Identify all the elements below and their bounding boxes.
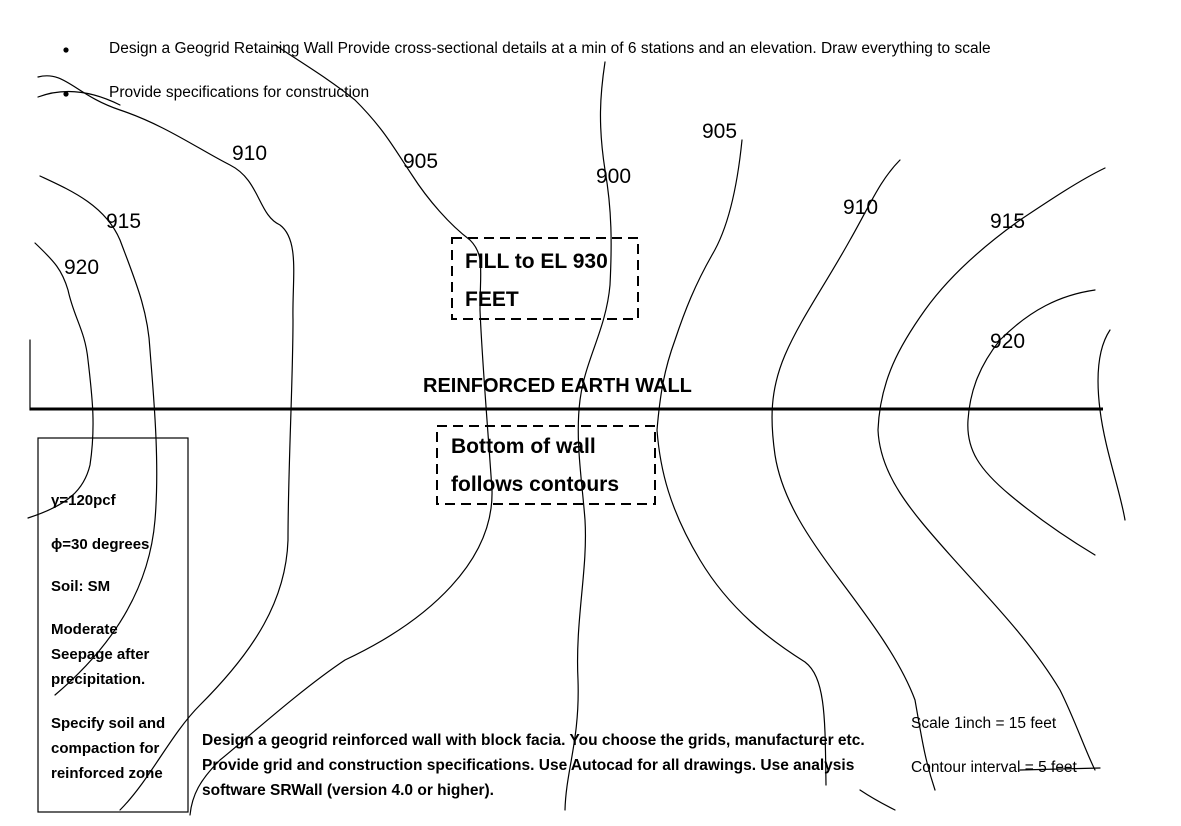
bottom-box-line-2: follows contours	[451, 473, 619, 496]
bullet-dot-2	[63, 91, 68, 96]
contour-label-920-right: 920	[990, 330, 1026, 353]
contour-label-920-left: 920	[64, 256, 100, 279]
param-specify-line-2: compaction for	[51, 740, 160, 757]
contour-line-920-right	[968, 290, 1095, 555]
contour-label-915-left: 915	[106, 210, 142, 233]
task-bullet-1: Design a Geogrid Retaining Wall Provide cross-sectional details at a min of 6 stations and an elevation. Draw everything to scale	[109, 40, 991, 57]
contour-label-900: 900	[596, 165, 632, 188]
contour-label-905-left: 905	[403, 150, 439, 173]
fill-box-line-1: FILL to EL 930	[465, 250, 608, 273]
bottom-box-line-1: Bottom of wall	[451, 435, 596, 458]
contour-label-910-left: 910	[232, 142, 268, 165]
contour-label-910-right: 910	[843, 196, 879, 219]
param-friction-angle: ϕ=30 degrees	[51, 536, 150, 553]
design-note-line-1: Design a geogrid reinforced wall with block facia. You choose the grids, manufacturer etc.	[202, 732, 865, 749]
design-note-line-3: software SRWall (version 4.0 or higher).	[202, 782, 494, 799]
contour-line-905-right	[657, 140, 826, 785]
scale-text: Scale 1inch = 15 feet	[911, 715, 1057, 732]
contour-line-910-left	[38, 76, 294, 810]
contour-label-915-right: 915	[990, 210, 1026, 233]
param-seepage-line-2: Seepage after	[51, 646, 150, 663]
contour-line-915-right	[878, 168, 1105, 770]
param-specify-line-1: Specify soil and	[51, 715, 166, 732]
contour-label-905-right: 905	[702, 120, 738, 143]
contour-line-edge-right	[1098, 330, 1125, 520]
param-seepage-line-1: Moderate	[51, 621, 118, 638]
contour-interval-text: Contour interval = 5 feet	[911, 759, 1077, 776]
contour-line-910-right	[772, 160, 935, 790]
param-seepage-line-3: precipitation.	[51, 671, 146, 688]
fill-box-line-2: FEET	[465, 288, 519, 311]
task-bullet-2: Provide specifications for construction	[109, 84, 370, 101]
param-soil: Soil: SM	[51, 578, 111, 595]
bullet-dot-1	[63, 47, 68, 52]
param-unit-weight: γ=120pcf	[51, 492, 116, 509]
param-seepage	[51, 617, 149, 692]
contour-line-bottom-right	[860, 790, 895, 810]
contour-line-top-left	[38, 92, 120, 105]
design-notes	[202, 728, 865, 803]
wall-label: REINFORCED EARTH WALL	[423, 375, 692, 397]
param-specify	[51, 711, 165, 786]
param-specify-line-3: reinforced zone	[51, 765, 163, 782]
design-note-line-2: Provide grid and construction specifications. Use Autocad for all drawings. Use analysis	[202, 757, 855, 774]
